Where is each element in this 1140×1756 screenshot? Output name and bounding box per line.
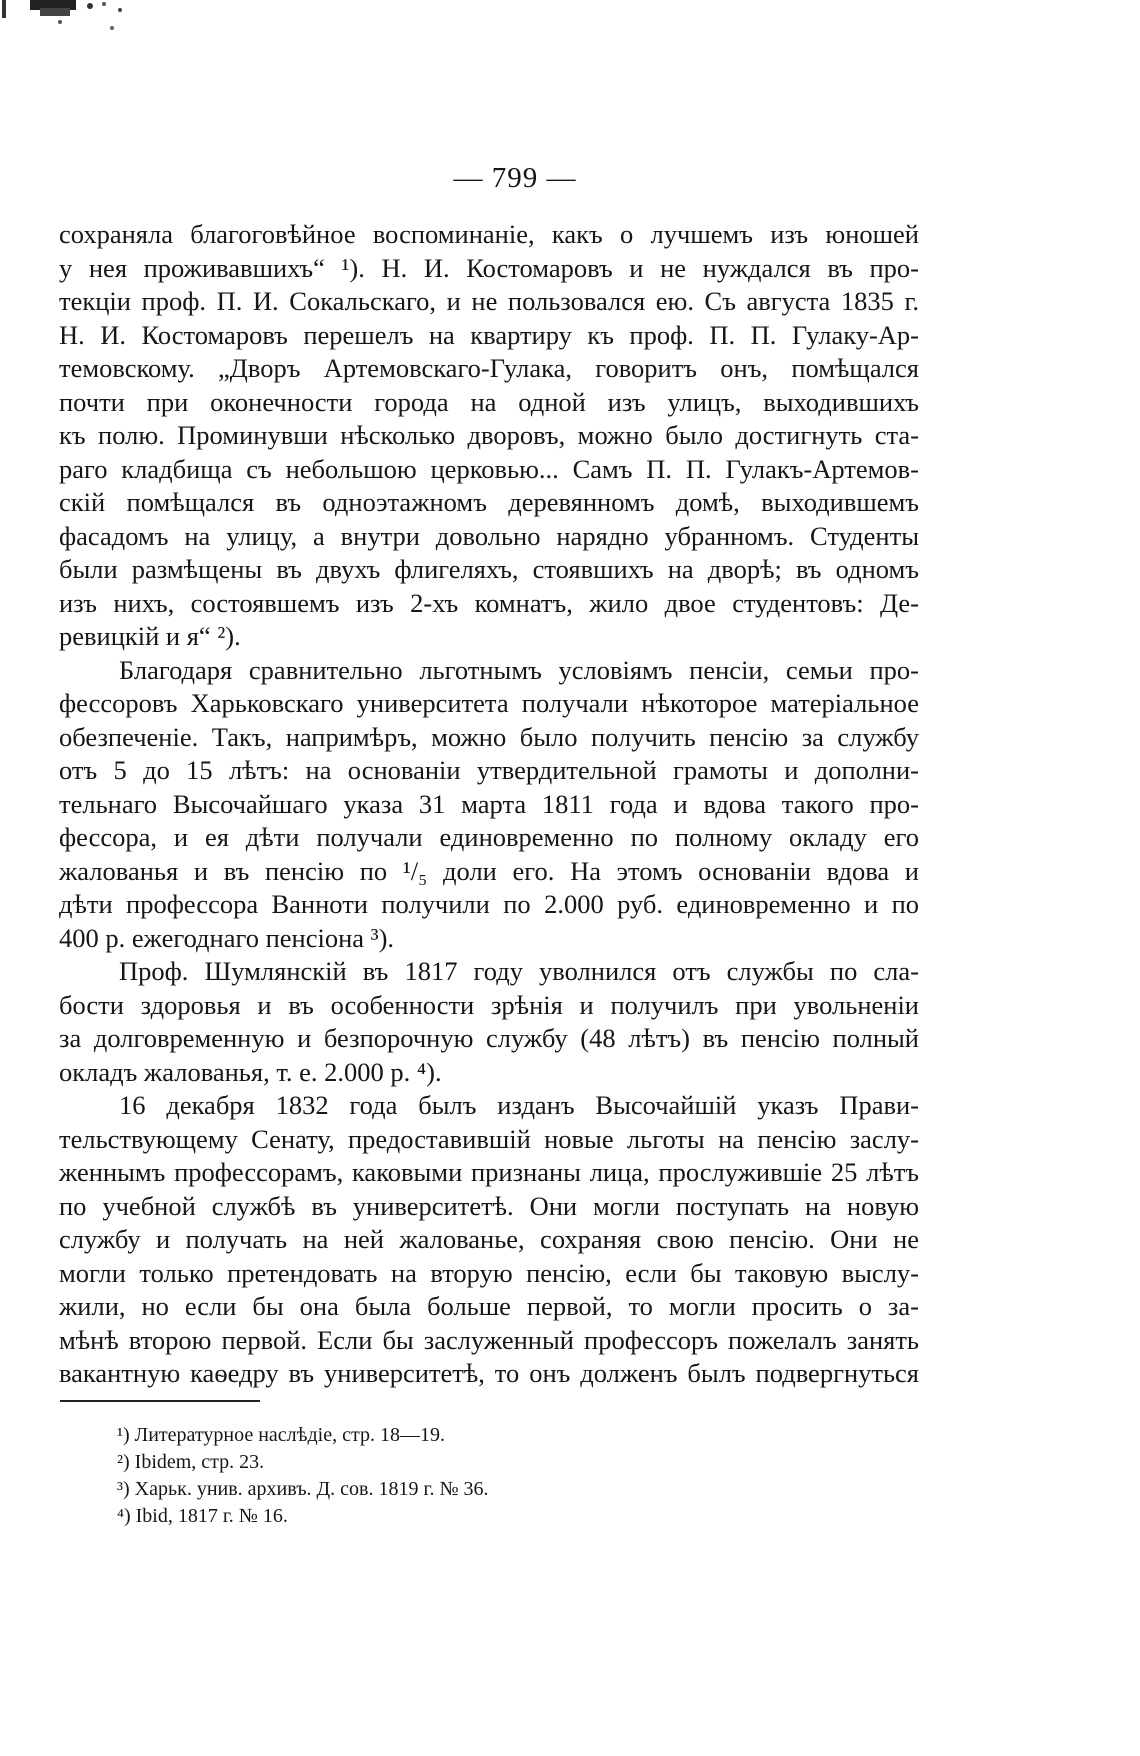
text-line: ревицкій и я“ ²). <box>59 621 241 651</box>
text-line: окладъ жалованья, т. е. 2.000 р. ⁴). <box>59 1056 442 1087</box>
scan-smudge-mark <box>0 0 170 40</box>
text-line: фессора, и ея дѣти получали единовременно по полному окладу его <box>59 822 919 852</box>
text-line: скій помѣщался въ одноэтажномъ деревянномъ домѣ, выходившемъ <box>59 487 919 517</box>
text-line: за долговременную и безпорочную службу (48 лѣтъ) въ пенсію полный <box>59 1023 919 1053</box>
text-line: изъ нихъ, состоявшемъ изъ 2-хъ комнатъ, жило двое студентовъ: Де- <box>59 587 919 618</box>
text-line: Н. И. Костомаровъ перешелъ на квартиру къ проф. П. П. Гулаку-Ар- <box>59 319 919 350</box>
text-line: 16 декабря 1832 года былъ изданъ Высочайшій указъ Прави- <box>119 1090 919 1120</box>
text-line: Проф. Шумлянскій въ 1817 году уволнился отъ службы по сла- <box>119 956 919 986</box>
footnotes <box>117 1422 877 1530</box>
text-line: темовскому. „Дворъ Артемовскаго-Гулака, говоритъ онъ, помѣщался <box>59 353 919 383</box>
text-line: почти при оконечности города на одной изъ улицъ, выходившихъ <box>59 386 919 417</box>
paragraph-2 <box>59 654 919 956</box>
text-line: тельствующему Сенату, предоставившій новые льготы на пенсію заслу- <box>59 1123 919 1154</box>
text-line: службу и получать на ней жалованье, сохраняя свою пенсію. Они не <box>59 1224 919 1254</box>
text-line: 400 р. ежегоднаго пенсіона ³). <box>59 922 395 953</box>
text-line: обезпеченіе. Такъ, напримѣръ, можно было получить пенсію за службу <box>59 721 919 752</box>
text-line: фессоровъ Харьковскаго университета получали нѣкоторое матеріальное <box>59 688 919 718</box>
body-text <box>59 218 919 1391</box>
footnote-separator <box>60 1400 260 1402</box>
paragraph-1 <box>59 218 919 654</box>
paragraph-4 <box>59 1089 919 1391</box>
text-line: Благодаря сравнительно льготнымъ условіямъ пенсіи, семьи про- <box>119 654 919 685</box>
footnote-4: ⁴) Ibid, 1817 г. № 16. <box>117 1505 288 1527</box>
text-line: мѣнѣ второю первой. Если бы заслуженный профессоръ пожелалъ занять <box>59 1324 919 1355</box>
text-line: къ полю. Проминувши нѣсколько дворовъ, можно было достигнуть ста- <box>59 420 919 450</box>
text-line: текціи проф. П. И. Сокальскаго, и не пользовался ею. Съ августа 1835 г. <box>59 286 919 316</box>
text-line: дѣти профессора Ванноти получили по 2.000 руб. единовременно и по <box>59 889 919 919</box>
text-line: были размѣщены въ двухъ флигеляхъ, стоявшихъ на дворѣ; въ одномъ <box>59 554 919 584</box>
text-line: по учебной службѣ въ университетѣ. Они могли поступать на новую <box>59 1190 919 1221</box>
page-number: — 799 — <box>453 162 577 194</box>
footnote-1: ¹) Литературное наслѣдіе, стр. 18—19. <box>117 1424 445 1446</box>
text-line: раго кладбища съ небольшою церковью... Самъ П. П. Гулакъ-Артемов- <box>59 453 919 484</box>
text-line: жили, но если бы она была больше первой, то могли просить о за- <box>59 1291 919 1321</box>
text-line: могли только претендовать на вторую пенсію, если бы таковую выслу- <box>59 1257 919 1288</box>
text-line: фасадомъ на улицу, а внутри довольно нарядно убранномъ. Студенты <box>59 520 919 551</box>
text-line: у нея проживавшихъ“ ¹). Н. И. Костомаровъ и не нуждался въ про- <box>59 252 919 283</box>
text-line: жалованья и въ пенсію по ¹/₅ доли его. На этомъ основаніи вдова и <box>59 855 919 886</box>
footnote-3: ³) Харьк. унив. архивъ. Д. сов. 1819 г. № 36. <box>117 1478 489 1500</box>
text-line: женнымъ профессорамъ, каковыми признаны лица, прослужившіе 25 лѣтъ <box>59 1157 919 1187</box>
text-line: бости здоровья и въ особенности зрѣнія и получилъ при увольненіи <box>59 989 919 1020</box>
text-line: сохраняла благоговѣйное воспоминаніе, какъ о лучшемъ изъ юношей <box>59 219 919 249</box>
text-line: вакантную каѳедру въ университетѣ, то онъ долженъ былъ подвергнуться <box>59 1358 919 1388</box>
paragraph-3 <box>59 955 919 1089</box>
footnote-2: ²) Ibidem, стр. 23. <box>117 1451 265 1473</box>
text-line: отъ 5 до 15 лѣтъ: на основаніи утвердительной грамоты и дополни- <box>59 755 919 785</box>
text-line: тельнаго Высочайшаго указа 31 марта 1811 года и вдова такого про- <box>59 788 919 819</box>
